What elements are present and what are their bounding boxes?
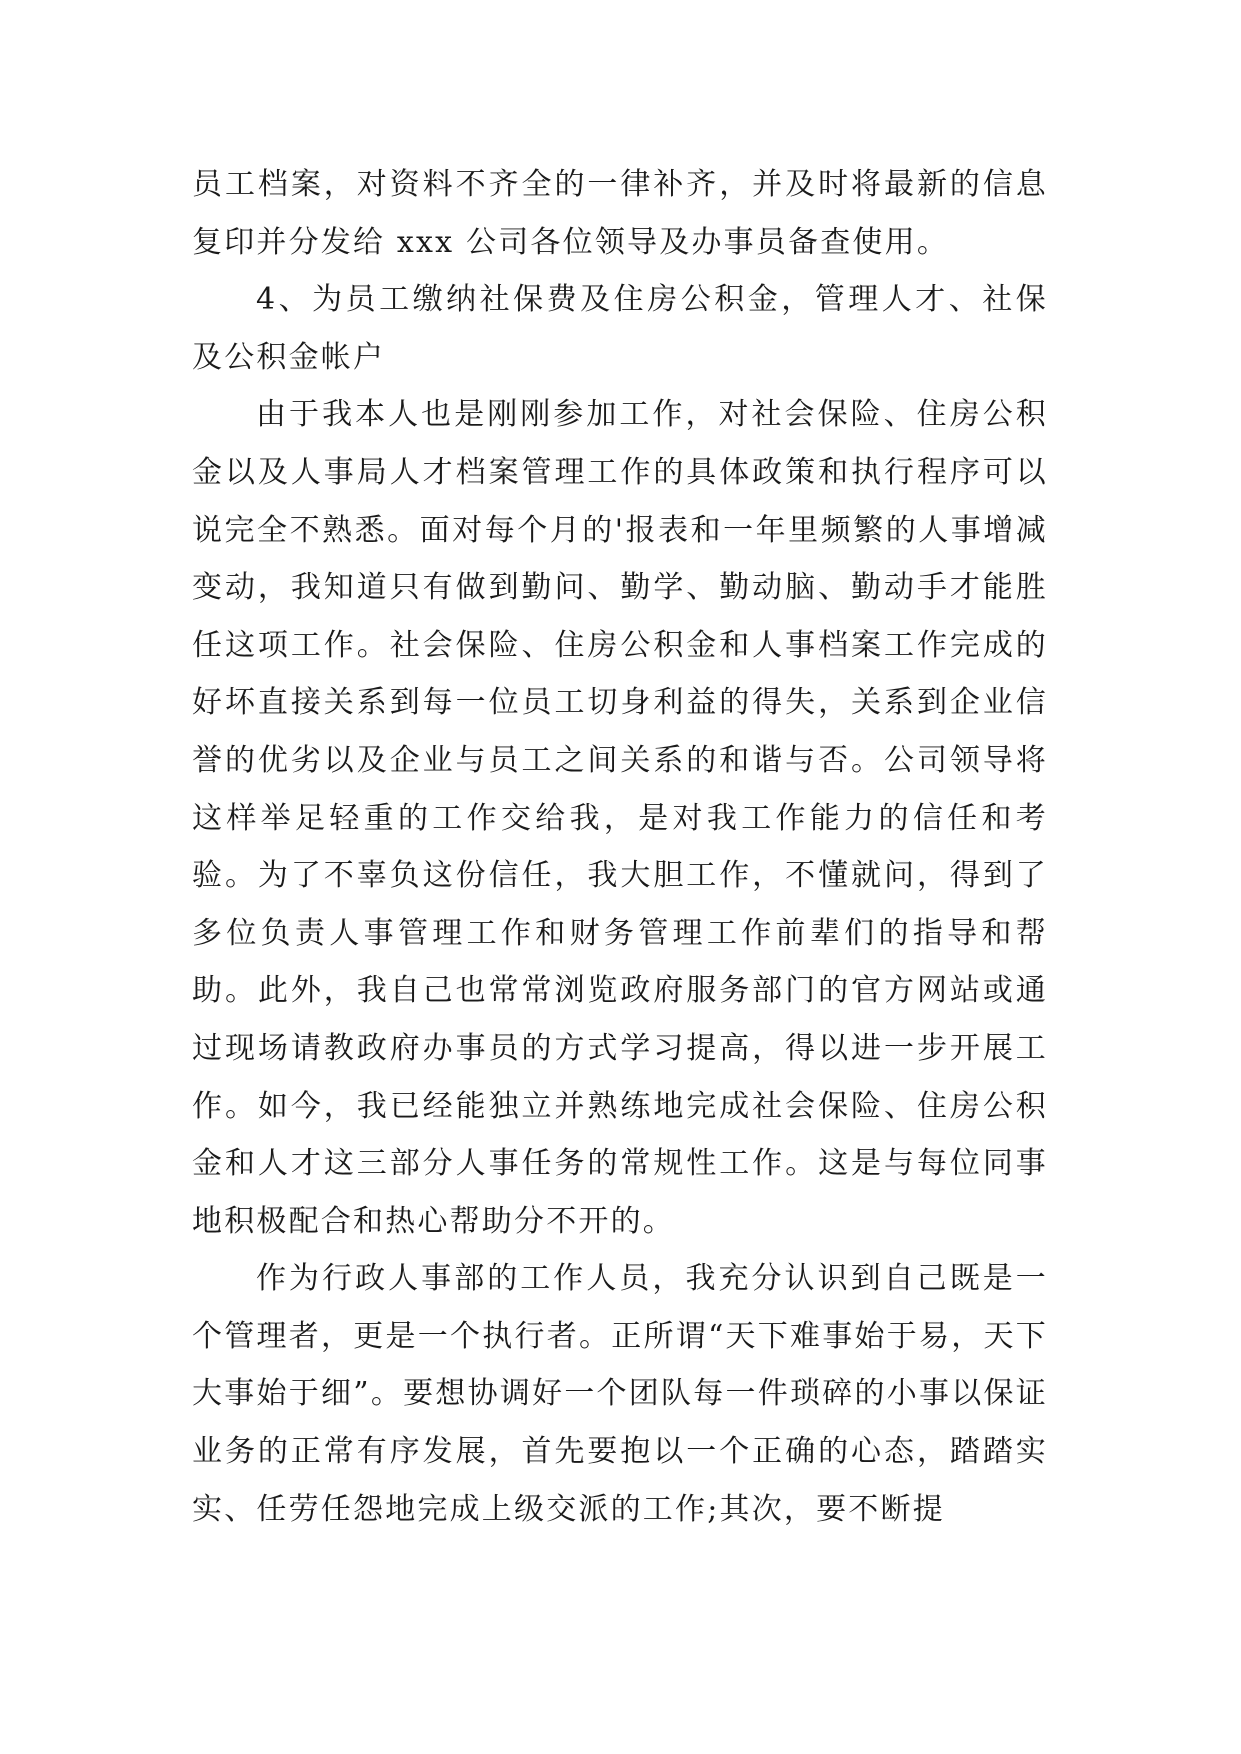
paragraph: 由于我本人也是刚刚参加工作，对社会保险、住房公积金以及人事局人才档案管理工作的具体政策和执行程序可以说完全不熟悉。面对每个月的'报表和一年里频繁的人事增减变动，我知道只有做到勤问、勤学、勤动脑、勤动手才能胜任这项工作。社会保险、住房公积金和人事档案工作完成的好坏直接关系到每一位员工切身利益的得失，关系到企业信誉的优劣以及企业与员工之间关系的和谐与否。公司领导将这样举足轻重的工作交给我，是对我工作能力的信任和考验。为了不辜负这份信任，我大胆工作，不懂就问，得到了多位负责人事管理工作和财务管理工作前辈们的指导和帮助。此外，我自己也常常浏览政府服务部门的官方网站或通过现场请教政府办事员的方式学习提高，得以进一步开展工作。如今，我已经能独立并熟练地完成社会保险、住房公积金和人才这三部分人事任务的常规性工作。这是与每位同事地积极配合和热心帮助分不开的。 xyxy=(192,397,1048,1239)
paragraph: 员工档案，对资料不齐全的一律补齐，并及时将最新的信息复印并分发给 xxx 公司各位领导及办事员备查使用。 xyxy=(192,167,1048,260)
document-body xyxy=(192,156,1048,1538)
paragraph: 作为行政人事部的工作人员，我充分认识到自己既是一个管理者，更是一个执行者。正所谓“天下难事始于易，天下大事始于细”。要想协调好一个团队每一件琐碎的小事以保证业务的正常有序发展，首先要抱以一个正确的心态，踏踏实实、任劳任怨地完成上级交派的工作;其次，要不断提 xyxy=(192,1261,1048,1527)
paragraph: 4、为员工缴纳社保费及住房公积金，管理人才、社保及公积金帐户 xyxy=(192,282,1048,375)
